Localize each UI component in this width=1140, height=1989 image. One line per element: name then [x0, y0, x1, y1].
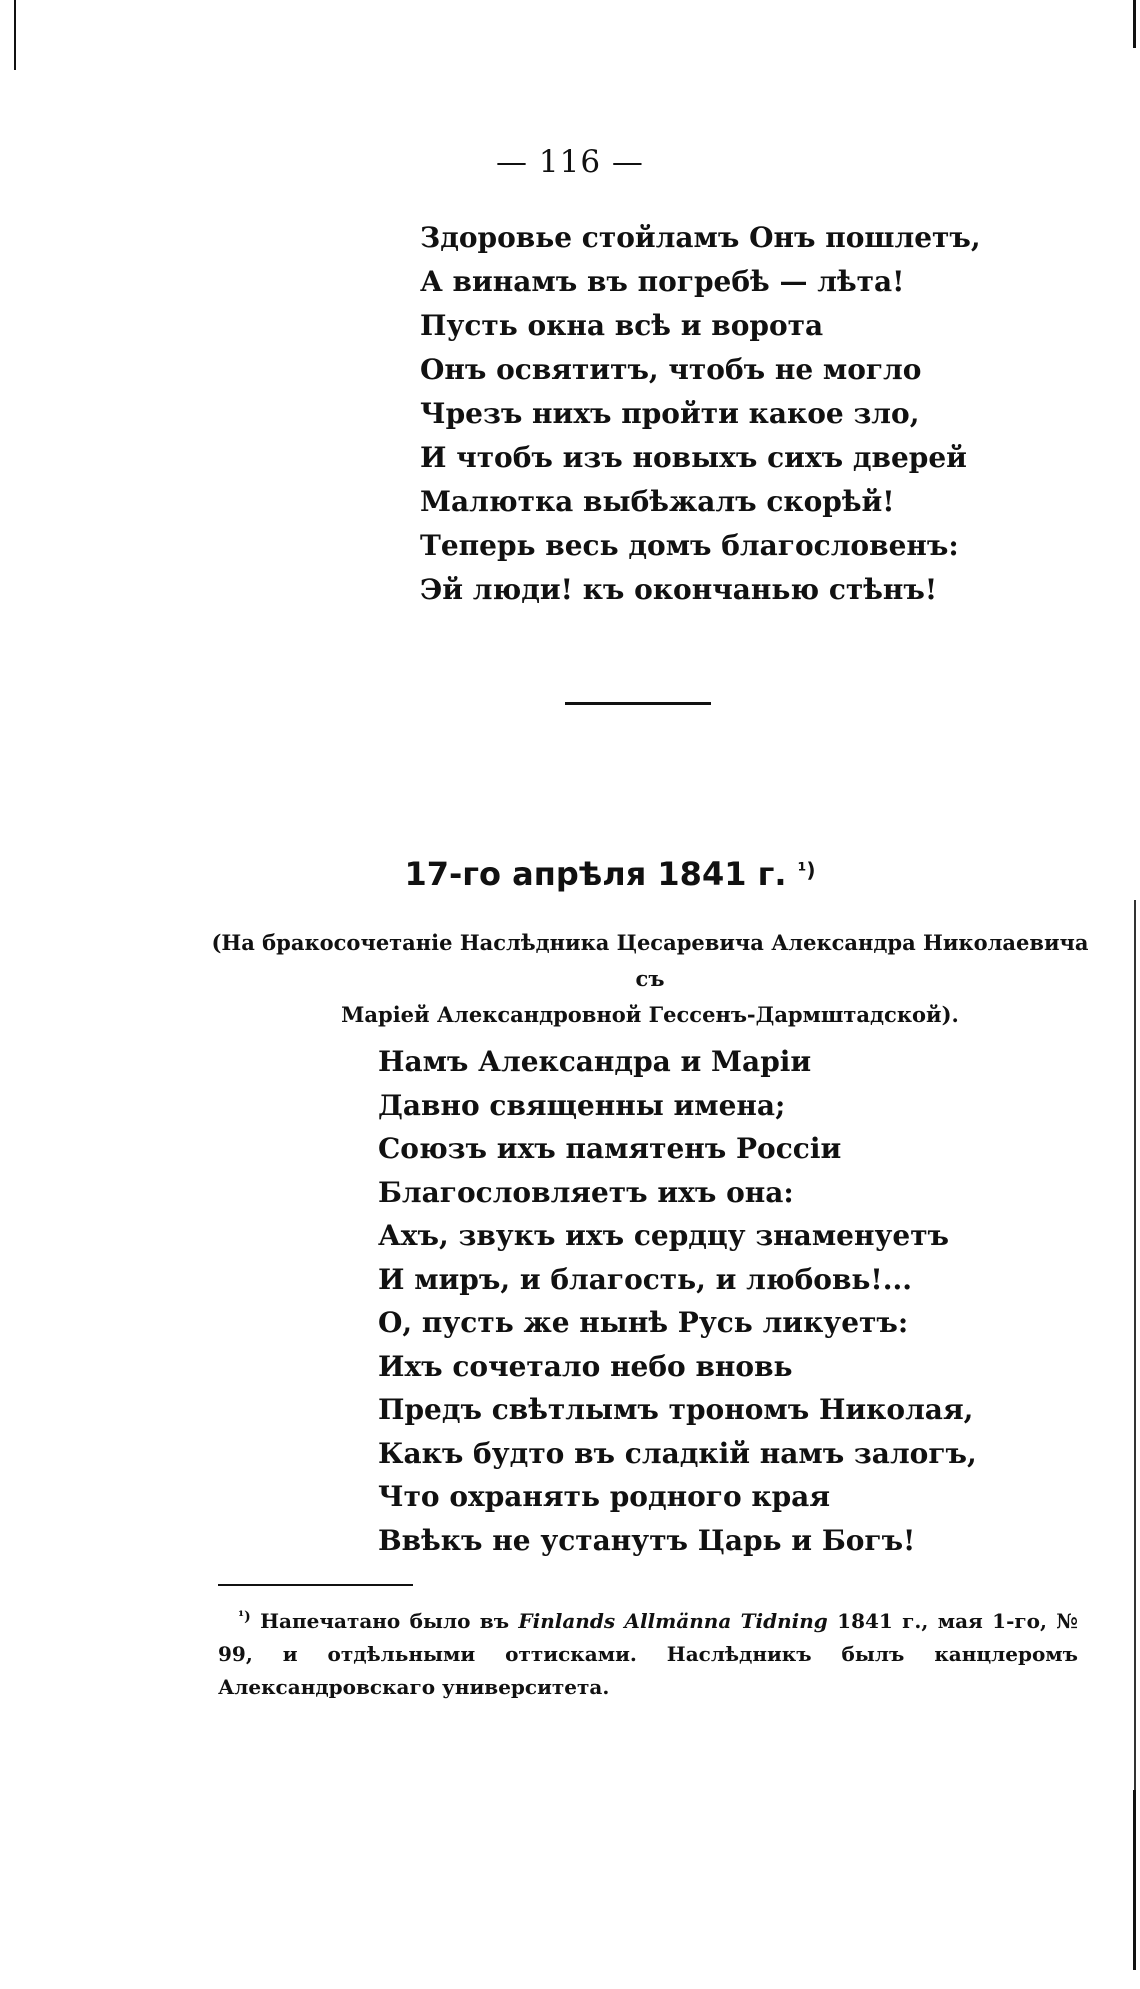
poem-line: Чрезъ нихъ пройти какое зло, [420, 397, 920, 430]
subtitle-line-1: (На бракосочетаніе Наслѣдника Цесаревича Александра Николаевича съ [211, 930, 1089, 991]
poem-line: Здоровье стойламъ Онъ пошлетъ, [420, 221, 981, 254]
footnote-source-title: Finlands Allmänna Tidning [518, 1609, 828, 1633]
poem-line: Давно священны имена; [378, 1088, 786, 1122]
poem-line: Благословляетъ ихъ она: [378, 1175, 794, 1209]
poem-line: О, пусть же нынѣ Русь ликуетъ: [378, 1306, 909, 1339]
page-edge-bottom-right [1133, 1790, 1136, 1970]
poem-line: Намъ Александра и Маріи [378, 1045, 812, 1078]
poem-line: Какъ будто въ сладкій намъ залогъ, [378, 1436, 977, 1470]
poem-line: Онъ освятитъ, чтобъ не могло [420, 353, 922, 386]
footnote-rule [218, 1584, 413, 1586]
page-edge-top-right [1133, 0, 1136, 48]
poem-line: И чтобъ изъ новыхъ сихъ дверей [420, 441, 967, 474]
poem-line: Ввѣкъ не устанутъ Царь и Богъ! [378, 1523, 916, 1557]
poem-line: Ихъ сочетало небо вновь [378, 1349, 793, 1383]
poem-line: Что охранять родного края [378, 1480, 831, 1513]
poem-title-text: 17-го апрѣля 1841 г. [404, 855, 787, 893]
page-edge-left [14, 0, 16, 70]
poem-line: А винамъ въ погребѣ — лѣта! [420, 265, 905, 298]
footnote-marker: ¹) [238, 1609, 251, 1625]
poem-line: Союзъ ихъ памятенъ Россіи [378, 1132, 842, 1165]
footnote-text-before: Напечатано было въ [260, 1609, 510, 1633]
footnote-text-after: 1841 г., мая 1-го, № 99, и отдѣльными оттисками. Наслѣдникъ былъ канцлеромъ Александровскаго университета. [218, 1609, 1079, 1699]
section-separator [565, 702, 711, 705]
poem-line: И миръ, и благость, и любовь!... [378, 1262, 912, 1296]
poem-title [0, 850, 1140, 894]
poem-line: Эй люди! къ окончанью стѣнъ! [420, 573, 938, 606]
footnote-reference: ¹) [797, 858, 816, 882]
subtitle-line-2: Маріей Александровной Гессенъ-Дармштадской). [341, 1002, 959, 1027]
poem-line: Малютка выбѣжалъ скорѣй! [420, 485, 895, 518]
poem-two [378, 1040, 977, 1562]
poem-subtitle [210, 925, 1090, 1033]
poem-one [420, 216, 981, 612]
poem-line: Ахъ, звукъ ихъ сердцу знаменуетъ [378, 1219, 950, 1252]
page-number: — 116 — [496, 144, 644, 180]
poem-line: Теперь весь домъ благословенъ: [420, 529, 959, 562]
poem-line: Пусть окна всѣ и ворота [420, 309, 824, 342]
poem-line: Предъ свѣтлымъ трономъ Николая, [378, 1393, 974, 1426]
footnote [218, 1601, 1078, 1704]
